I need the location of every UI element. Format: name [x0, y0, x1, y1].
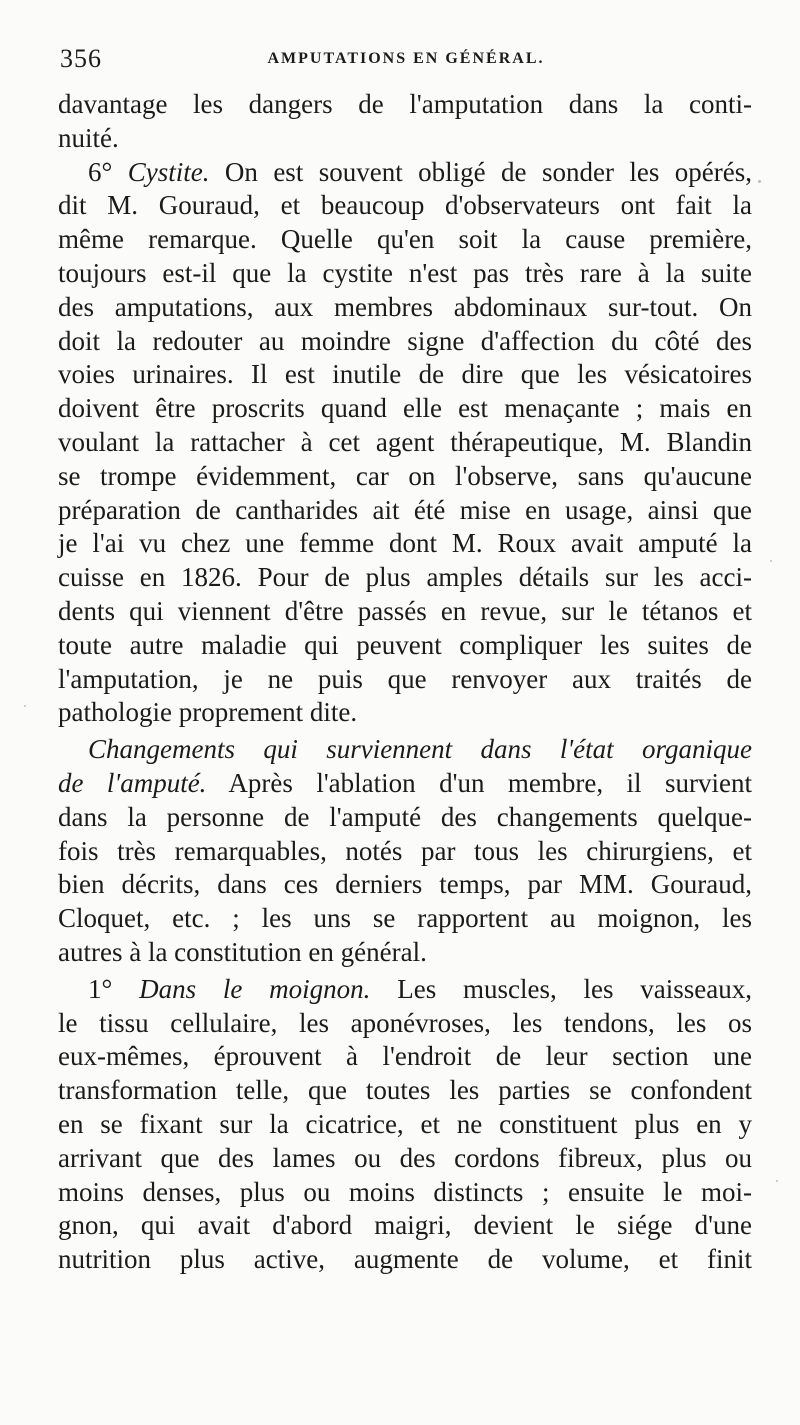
item-number: 1° — [88, 973, 113, 1004]
text-line: arrivant que des lames ou des cordons fibreux, plus ou — [58, 1142, 752, 1173]
text-line: dents qui viennent d'être passés en revue, sur le tétanos et — [58, 595, 752, 626]
page-header — [60, 44, 752, 80]
item-number: 6° — [88, 156, 113, 187]
text-line: de l'amputé. Après l'ablation d'un membre, il survient — [58, 767, 752, 798]
text-line: en se fixant sur la cicatrice, et ne constituent plus en y — [58, 1108, 752, 1139]
print-speck — [776, 1180, 778, 1182]
text-line: davantage les dangers de l'amputation dans la conti- — [58, 89, 752, 119]
text-line: cuisse en 1826. Pour de plus amples détails sur les acci- — [58, 562, 752, 593]
running-head: AMPUTATIONS EN GÉNÉRAL. — [267, 50, 545, 67]
text-line: Cloquet, etc. ; les uns se rapportent au moignon, les — [58, 903, 752, 934]
text-line: dit M. Gouraud, et beaucoup d'observateurs ont fait la — [58, 190, 752, 221]
print-speck — [770, 560, 772, 562]
print-speck — [24, 705, 26, 707]
text-line: se trompe évidemment, car on l'observe, sans qu'aucune — [58, 460, 752, 491]
page-number: 356 — [60, 44, 102, 73]
text-line: nutrition plus active, augmente de volume, et finit — [58, 1244, 752, 1275]
text-line: dans la personne de l'amputé des changements quelque- — [58, 801, 752, 832]
text-line: je l'ai vu chez une femme dont M. Roux avait amputé la — [58, 528, 752, 559]
moignon-heading: Dans le moignon. — [139, 973, 371, 1004]
text-line: autres à la constitution en général. — [58, 936, 427, 967]
text-line: même remarque. Quelle qu'en soit la cause première, — [58, 224, 752, 255]
text-line: moins denses, plus ou moins distincts ; ensuite le moi- — [58, 1176, 752, 1207]
text-line: des amputations, aux membres abdominaux sur-tout. On — [58, 291, 752, 322]
section-heading-continued: de l'amputé. — [58, 767, 207, 798]
text-line: pathologie proprement dite. — [58, 697, 358, 728]
section-heading-changements: Changements qui surviennent dans l'état organique — [88, 734, 752, 765]
text-line: toute autre maladie qui peuvent compliquer les suites de — [58, 629, 752, 660]
text-fragment: On est souvent obligé de sonder les opérés, — [224, 156, 752, 187]
text-line: nuité. — [58, 122, 119, 153]
text-line: doit la redouter au moindre signe d'affection du côté des — [58, 325, 752, 356]
text-line: gnon, qui avait d'abord maigri, devient le siége d'une — [58, 1210, 752, 1241]
text-line: toujours est-il que la cystite n'est pas très rare à la suite — [58, 257, 752, 288]
paragraph-moignon-first-line: 1° Dans le moignon. Les muscles, les vaisseaux, — [88, 973, 753, 1004]
text-line: préparation de cantharides ait été mise en usage, ainsi que — [58, 494, 752, 525]
text-line: le tissu cellulaire, les aponévroses, les tendons, les os — [58, 1007, 752, 1038]
paragraph-cystite-first-line — [58, 156, 752, 190]
text-line: eux-mêmes, éprouvent à l'endroit de leur section une — [58, 1041, 752, 1072]
text-line: voulant la rattacher à cet agent thérapeutique, M. Blandin — [58, 426, 752, 457]
print-speck — [758, 180, 761, 183]
text-line: transformation telle, que toutes les parties se confondent — [58, 1075, 752, 1106]
text-line: bien décrits, dans ces derniers temps, par MM. Gouraud, — [58, 869, 752, 900]
text-line: doivent être proscrits quand elle est menaçante ; mais en — [58, 393, 752, 424]
body-text — [58, 88, 752, 1277]
text-line: voies urinaires. Il est inutile de dire que les vésicatoires — [58, 359, 752, 390]
text-line: l'amputation, je ne puis que renvoyer aux traités de — [58, 663, 752, 694]
text-line: fois très remarquables, notés par tous les chirurgiens, et — [58, 835, 752, 866]
cystite-heading: Cystite. — [127, 156, 210, 187]
